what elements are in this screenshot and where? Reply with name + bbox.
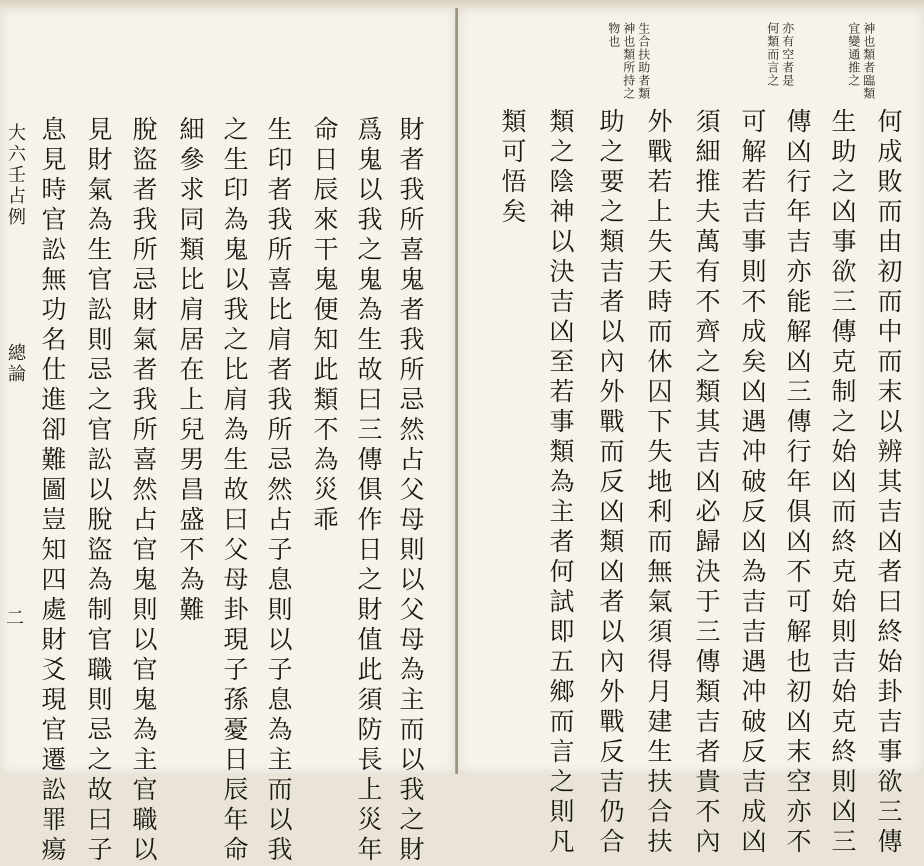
left-column-6: 細參求同類比肩居在上兒男昌盛不為難 [176,116,205,626]
left-page [0,8,456,866]
right-column-8: 類之陰神以決吉凶至若事類為主者何試即五鄉而言之則凡 [546,108,575,858]
left-column-1: 財者我所喜鬼者我所忌然占父母則以父母為主而以我之財 [396,116,425,866]
right-column-3: 傳凶行年吉亦能解凶三傳行年俱凶不可解也初凶末空亦不 [783,108,812,858]
margin-note-5: 生合扶助者類 [636,22,651,100]
left-column-3: 命日辰來干鬼便知此類不為災乖 [310,116,339,536]
right-column-2: 生助之凶事欲三傳克制之始凶而終克始則吉始克終則凶三 [828,108,857,858]
page-top-edge [0,0,924,8]
section-title: 總論 [5,343,26,385]
margin-note-6: 神也類所持之 [621,22,636,100]
left-column-5: 之生印為鬼以我之比肩為生故曰父母卦現子孫憂日辰年命 [220,116,249,866]
right-column-9: 類可悟矣 [498,108,527,228]
margin-note-2: 宜變通推之 [846,22,861,87]
left-column-4: 生印者我所喜比肩者我所忌然占子息則以子息為主而以我 [264,116,293,866]
right-column-5: 須細推夫萬有不齊之類其吉凶必歸決于三傳類吉者貴不內 [692,108,721,858]
left-column-7: 脫盜者我所忌財氣者我所喜然占官鬼則以官鬼為主官職以 [129,116,158,866]
right-page [458,8,924,858]
running-title: 大六壬占例 [5,123,26,228]
margin-note-1: 神也類者臨類 [861,22,876,100]
margin-note-4: 何類而言之 [765,22,780,87]
right-column-6: 外戰若上失天時而休囚下失地利而無氣須得月建生扶合扶 [644,108,673,858]
left-column-2: 爲鬼以我之鬼為生故曰三傳俱作日之財值此須防長上災年 [354,116,383,866]
right-column-7: 助之要之類吉者以內外戰而反凶類凶者以內外戰反吉仍合 [596,108,625,858]
margin-note-7: 物也 [606,22,621,48]
page-number: 二 [6,608,24,629]
left-column-9: 息見時官訟無功名仕進卻難圖豈知四處財爻現官遷訟罪瘍 [38,116,67,866]
right-column-4: 可解若吉事則不成矣凶遇冲破反凶為吉吉遇冲破反吉成凶 [738,108,767,858]
margin-note-3: 亦有空者是 [780,22,795,87]
left-column-8: 見財氣為生官訟則忌之官訟以脫盜為制官職則忌之故曰子 [84,116,113,866]
right-column-1: 何成敗而由初而中而末以辨其吉凶者曰終始卦吉事欲三傳 [874,108,903,858]
